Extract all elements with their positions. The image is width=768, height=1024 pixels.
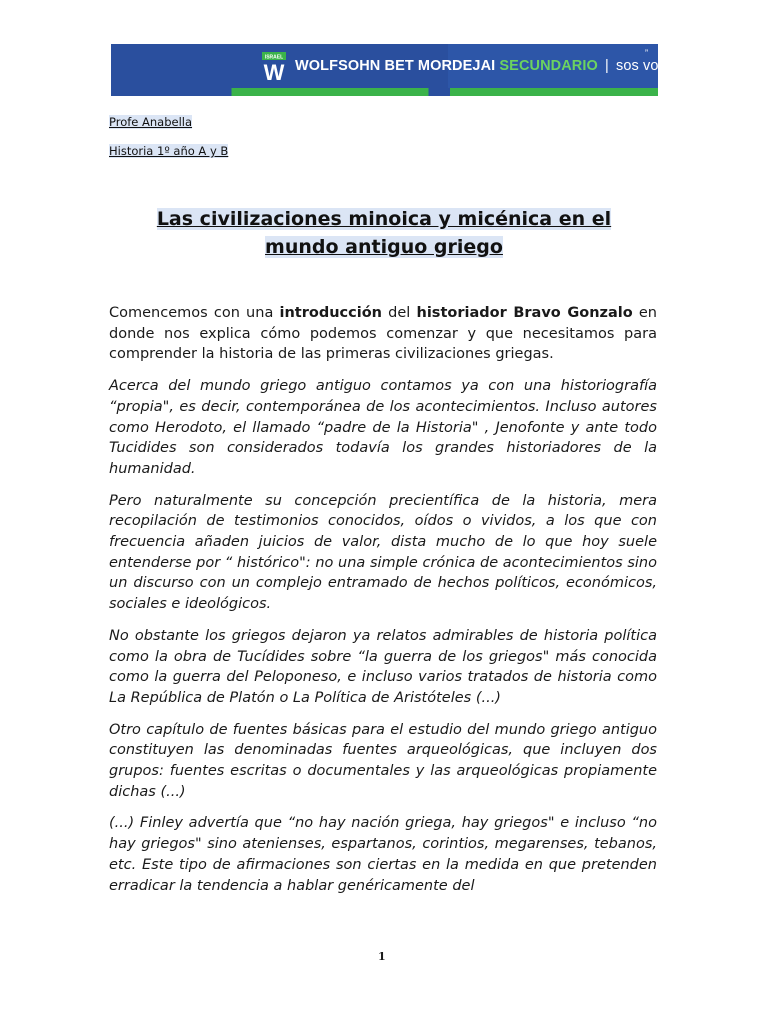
title-line-1: Las civilizaciones minoica y micénica en el [156, 208, 612, 230]
banner-green-stripe [111, 88, 658, 96]
paragraph: Pero naturalmente su concepción precientífica de la historia, mera recopilación de testimonios conocidos, oídos o vividos, a los que con frecuencia añaden juicios de valor, dista mucho de lo que hoy suele entenderse por “ histórico": no una simple crónica de acontecimientos sino un discurso con un complejo entramado de hechos políticos, económicos, sociales e ideológicos. [109, 492, 657, 613]
logo-tag: ISRAEL [264, 54, 284, 61]
document-body [109, 303, 657, 907]
course-name: Historia 1º año A y B [109, 144, 229, 158]
brand-level: SECUNDARIO [499, 58, 598, 74]
paragraph: Acerca del mundo griego antiguo contamos ya con una historiografía “propia", es decir, contemporánea de los acontecimientos. Incluso autores como Herodoto, el llamado “padre de la Historia" , Jenofonte y ante todo Tucidides son considerados todavía los grandes historiadores de la humanidad. [109, 378, 657, 477]
paragraph: (...) Finley advertía que “no hay nación griega, hay griegos" e incluso “no hay griegos" sino atenienses, espartanos, corintios, megarenses, tebanos, etc. Este tipo de afirmaciones son ciertas en la medida en que pretenden erradicar la tendencia a hablar genéricamente del [109, 815, 657, 894]
school-logo-icon [259, 49, 289, 83]
intro-paragraph: Comencemos con una introducción del historiador Bravo Gonzalo en donde nos explica cómo podemos comenzar y que necesitamos para comprender la historia de las primeras civilizaciones griegas. [109, 305, 657, 363]
page-title [109, 205, 659, 261]
brand-name: WOLFSOHN BET MORDEJAI [295, 58, 496, 74]
brand-tagline: sos vos [616, 58, 666, 74]
paragraph: No obstante los griegos dejaron ya relatos admirables de historia política como la obra de Tucídides sobre “la guerra de los griegos" más conocida como la guerra del Peloponeso, e incluso varios tratados de historia como La República de Platón o La Política de Aristóteles (...) [109, 627, 657, 706]
title-line-2: mundo antiguo griego [265, 236, 503, 258]
teacher-name: Profe Anabella [109, 115, 193, 129]
school-name [295, 58, 666, 74]
brand-separator: | [605, 58, 609, 74]
header-banner [111, 44, 666, 96]
corner-mark: ” [645, 48, 648, 58]
logo-letter: W [263, 60, 285, 85]
page-number: 1 [378, 950, 386, 963]
paragraph: Otro capítulo de fuentes básicas para el estudio del mundo griego antiguo constituyen las denominadas fuentes arqueológicas, que incluyen dos grupos: fuentes escritas o documentales y las arqueológicas propiamente dichas (...) [109, 721, 657, 800]
